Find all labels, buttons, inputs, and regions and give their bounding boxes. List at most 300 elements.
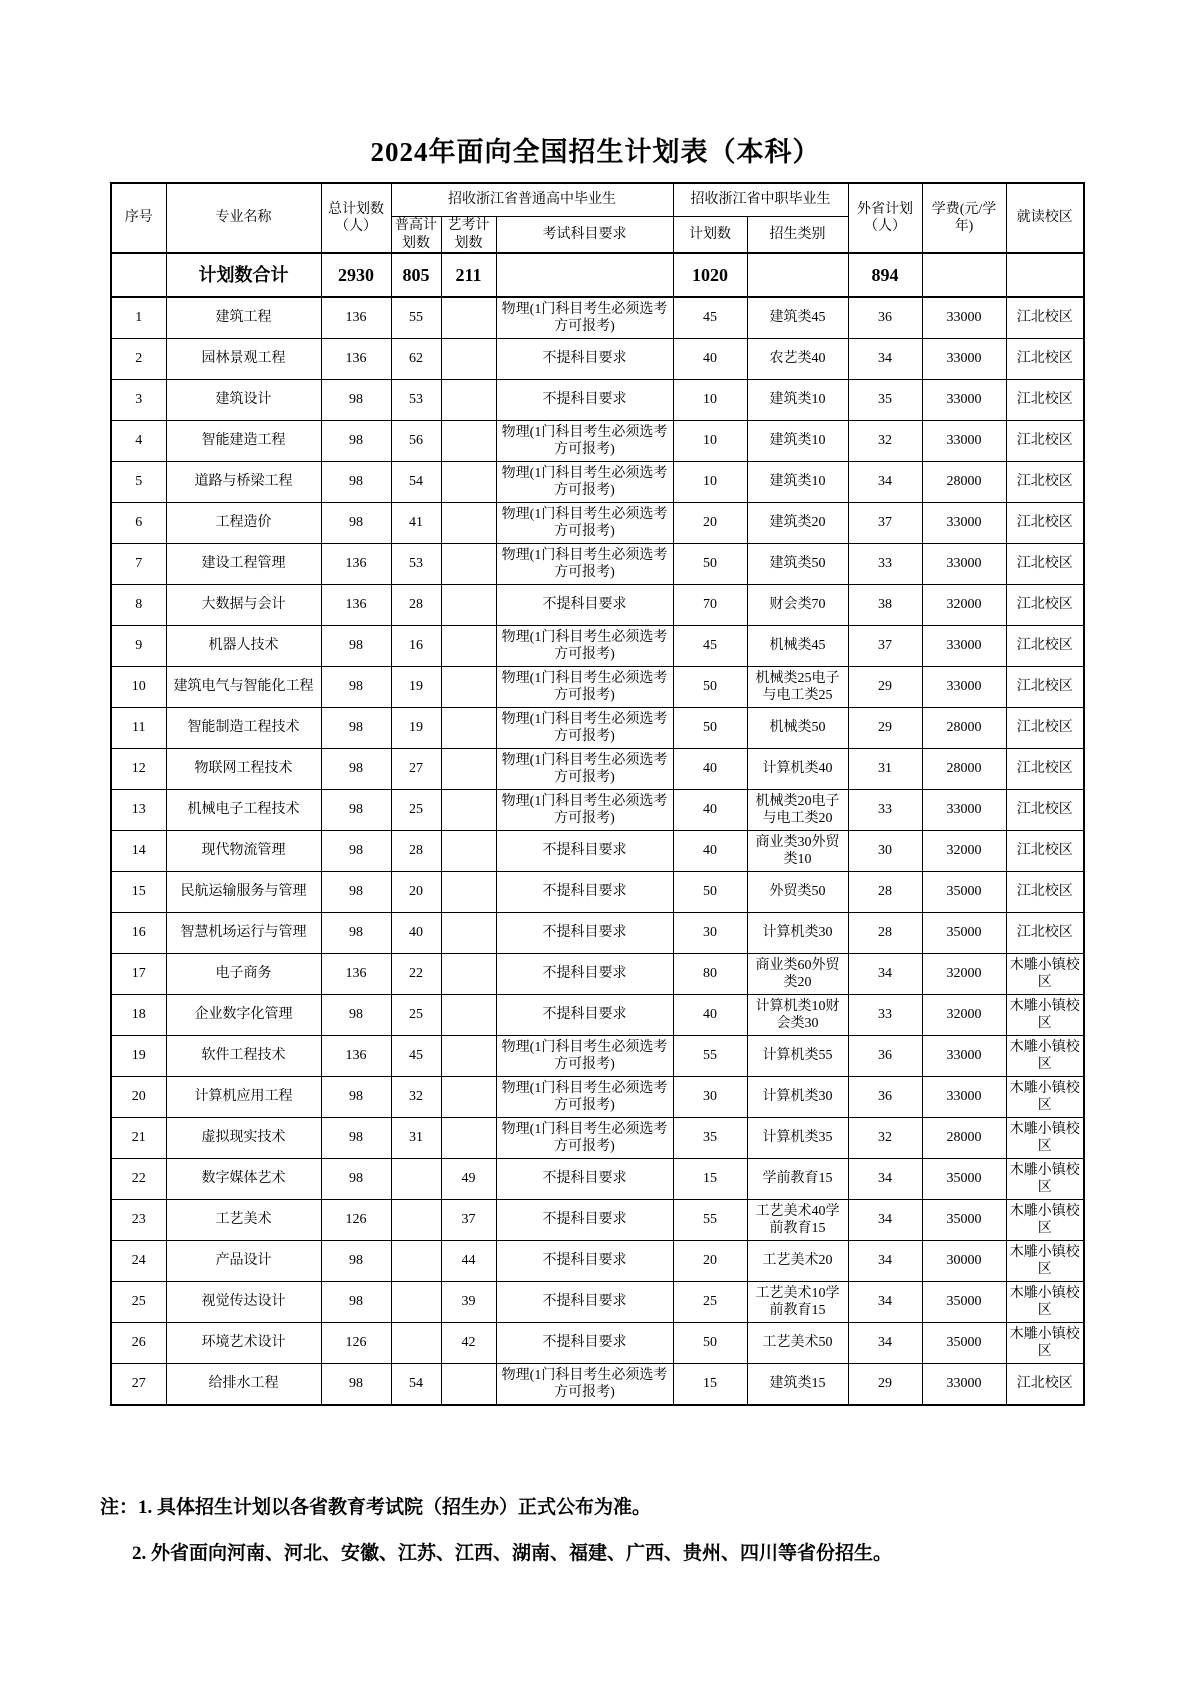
row-no: 23 bbox=[111, 1200, 166, 1241]
row-total-plan: 136 bbox=[321, 339, 391, 380]
row-major-name: 建筑电气与智能化工程 bbox=[166, 667, 321, 708]
row-vocational-category: 机械类50 bbox=[747, 708, 848, 749]
row-vocational-category: 计算机类35 bbox=[747, 1118, 848, 1159]
row-vocational-plan: 40 bbox=[673, 790, 747, 831]
row-yikao-plan: 42 bbox=[441, 1323, 496, 1364]
row-yikao-plan bbox=[441, 1118, 496, 1159]
row-pugao-plan: 22 bbox=[391, 954, 441, 995]
row-campus: 木雕小镇校区 bbox=[1006, 1118, 1084, 1159]
row-yikao-plan bbox=[441, 954, 496, 995]
row-vocational-category: 建筑类45 bbox=[747, 297, 848, 339]
table-body bbox=[111, 253, 1084, 1405]
row-major-name: 产品设计 bbox=[166, 1241, 321, 1282]
row-exam-requirement: 不提科目要求 bbox=[496, 1282, 673, 1323]
page-title: 2024年面向全国招生计划表（本科） bbox=[370, 137, 821, 167]
row-no: 24 bbox=[111, 1241, 166, 1282]
row-exam-requirement: 物理(1门科目考生必须选考方可报考) bbox=[496, 790, 673, 831]
row-vocational-category: 计算机类10财会类30 bbox=[747, 995, 848, 1036]
row-campus: 江北校区 bbox=[1006, 1364, 1084, 1406]
row-vocational-plan: 40 bbox=[673, 749, 747, 790]
row-tuition-fee: 35000 bbox=[922, 1159, 1006, 1200]
row-vocational-plan: 15 bbox=[673, 1364, 747, 1406]
row-out-province-plan: 29 bbox=[848, 708, 922, 749]
table-row bbox=[111, 667, 1084, 708]
row-pugao-plan: 41 bbox=[391, 503, 441, 544]
row-pugao-plan bbox=[391, 1323, 441, 1364]
row-exam-requirement: 不提科目要求 bbox=[496, 954, 673, 995]
row-no: 17 bbox=[111, 954, 166, 995]
row-yikao-plan bbox=[441, 913, 496, 954]
header-group-senior-high: 招收浙江省普通高中毕业生 bbox=[391, 183, 673, 217]
row-total-plan: 136 bbox=[321, 1036, 391, 1077]
row-yikao-plan bbox=[441, 380, 496, 421]
table-row bbox=[111, 626, 1084, 667]
row-tuition-fee: 30000 bbox=[922, 1241, 1006, 1282]
row-yikao-plan bbox=[441, 667, 496, 708]
row-vocational-plan: 35 bbox=[673, 1118, 747, 1159]
row-major-name: 民航运输服务与管理 bbox=[166, 872, 321, 913]
row-pugao-plan bbox=[391, 1159, 441, 1200]
row-vocational-category: 机械类20电子与电工类20 bbox=[747, 790, 848, 831]
row-yikao-plan bbox=[441, 790, 496, 831]
row-yikao-plan bbox=[441, 1364, 496, 1406]
row-yikao-plan bbox=[441, 544, 496, 585]
row-major-name: 机械电子工程技术 bbox=[166, 790, 321, 831]
row-campus: 江北校区 bbox=[1006, 913, 1084, 954]
row-exam-requirement: 物理(1门科目考生必须选考方可报考) bbox=[496, 462, 673, 503]
row-campus: 木雕小镇校区 bbox=[1006, 995, 1084, 1036]
row-pugao-plan: 31 bbox=[391, 1118, 441, 1159]
row-major-name: 给排水工程 bbox=[166, 1364, 321, 1406]
table-header bbox=[111, 183, 1084, 253]
row-total-plan: 136 bbox=[321, 954, 391, 995]
row-campus: 江北校区 bbox=[1006, 544, 1084, 585]
row-tuition-fee: 35000 bbox=[922, 913, 1006, 954]
row-exam-requirement: 不提科目要求 bbox=[496, 1200, 673, 1241]
row-vocational-category: 建筑类10 bbox=[747, 421, 848, 462]
row-vocational-category: 工艺美术40学前教育15 bbox=[747, 1200, 848, 1241]
total-row-campus bbox=[1006, 253, 1084, 297]
row-pugao-plan: 54 bbox=[391, 462, 441, 503]
row-out-province-plan: 34 bbox=[848, 339, 922, 380]
row-vocational-category: 计算机类30 bbox=[747, 1077, 848, 1118]
row-vocational-plan: 50 bbox=[673, 708, 747, 749]
row-pugao-plan: 28 bbox=[391, 831, 441, 872]
row-total-plan: 98 bbox=[321, 872, 391, 913]
row-yikao-plan: 49 bbox=[441, 1159, 496, 1200]
total-row-fee bbox=[922, 253, 1006, 297]
row-out-province-plan: 30 bbox=[848, 831, 922, 872]
row-no: 13 bbox=[111, 790, 166, 831]
row-yikao-plan: 37 bbox=[441, 1200, 496, 1241]
row-pugao-plan: 55 bbox=[391, 297, 441, 339]
row-out-province-plan: 36 bbox=[848, 1077, 922, 1118]
row-total-plan: 98 bbox=[321, 1364, 391, 1406]
row-vocational-plan: 50 bbox=[673, 544, 747, 585]
header-exam-requirement: 考试科目要求 bbox=[496, 217, 673, 254]
enrollment-plan-table bbox=[110, 182, 1085, 1406]
row-yikao-plan bbox=[441, 1077, 496, 1118]
row-vocational-plan: 70 bbox=[673, 585, 747, 626]
row-vocational-plan: 30 bbox=[673, 1077, 747, 1118]
row-no: 12 bbox=[111, 749, 166, 790]
header-group-vocational: 招收浙江省中职毕业生 bbox=[673, 183, 848, 217]
row-pugao-plan: 32 bbox=[391, 1077, 441, 1118]
row-tuition-fee: 28000 bbox=[922, 749, 1006, 790]
row-total-plan: 98 bbox=[321, 462, 391, 503]
row-campus: 江北校区 bbox=[1006, 790, 1084, 831]
row-exam-requirement: 物理(1门科目考生必须选考方可报考) bbox=[496, 503, 673, 544]
row-yikao-plan bbox=[441, 503, 496, 544]
row-campus: 木雕小镇校区 bbox=[1006, 1323, 1084, 1364]
table-row bbox=[111, 421, 1084, 462]
row-major-name: 建筑工程 bbox=[166, 297, 321, 339]
row-pugao-plan: 45 bbox=[391, 1036, 441, 1077]
row-major-name: 电子商务 bbox=[166, 954, 321, 995]
row-vocational-category: 工艺美术10学前教育15 bbox=[747, 1282, 848, 1323]
row-total-plan: 98 bbox=[321, 831, 391, 872]
row-no: 26 bbox=[111, 1323, 166, 1364]
table-row bbox=[111, 913, 1084, 954]
row-pugao-plan: 25 bbox=[391, 995, 441, 1036]
row-exam-requirement: 不提科目要求 bbox=[496, 1241, 673, 1282]
row-total-plan: 98 bbox=[321, 421, 391, 462]
row-major-name: 机器人技术 bbox=[166, 626, 321, 667]
row-major-name: 物联网工程技术 bbox=[166, 749, 321, 790]
header-vocational-category: 招生类别 bbox=[747, 217, 848, 254]
row-vocational-category: 建筑类15 bbox=[747, 1364, 848, 1406]
total-row bbox=[111, 253, 1084, 297]
row-vocational-plan: 30 bbox=[673, 913, 747, 954]
row-vocational-plan: 50 bbox=[673, 872, 747, 913]
row-no: 2 bbox=[111, 339, 166, 380]
row-tuition-fee: 32000 bbox=[922, 831, 1006, 872]
row-campus: 江北校区 bbox=[1006, 872, 1084, 913]
row-campus: 江北校区 bbox=[1006, 503, 1084, 544]
row-exam-requirement: 物理(1门科目考生必须选考方可报考) bbox=[496, 544, 673, 585]
row-pugao-plan bbox=[391, 1241, 441, 1282]
header-campus: 就读校区 bbox=[1006, 183, 1084, 253]
row-exam-requirement: 不提科目要求 bbox=[496, 872, 673, 913]
row-total-plan: 136 bbox=[321, 544, 391, 585]
row-major-name: 智能制造工程技术 bbox=[166, 708, 321, 749]
header-no: 序号 bbox=[111, 183, 166, 253]
row-campus: 木雕小镇校区 bbox=[1006, 1077, 1084, 1118]
row-major-name: 环境艺术设计 bbox=[166, 1323, 321, 1364]
row-major-name: 现代物流管理 bbox=[166, 831, 321, 872]
row-exam-requirement: 物理(1门科目考生必须选考方可报考) bbox=[496, 1364, 673, 1406]
total-row-exam bbox=[496, 253, 673, 297]
row-campus: 江北校区 bbox=[1006, 339, 1084, 380]
row-total-plan: 98 bbox=[321, 1159, 391, 1200]
row-out-province-plan: 33 bbox=[848, 790, 922, 831]
row-out-province-plan: 36 bbox=[848, 1036, 922, 1077]
row-pugao-plan: 40 bbox=[391, 913, 441, 954]
row-out-province-plan: 29 bbox=[848, 1364, 922, 1406]
row-yikao-plan bbox=[441, 297, 496, 339]
row-vocational-category: 机械类45 bbox=[747, 626, 848, 667]
row-vocational-plan: 50 bbox=[673, 667, 747, 708]
row-tuition-fee: 33000 bbox=[922, 667, 1006, 708]
table-row bbox=[111, 462, 1084, 503]
row-out-province-plan: 34 bbox=[848, 1241, 922, 1282]
total-row-outprov: 894 bbox=[848, 253, 922, 297]
row-vocational-category: 计算机类55 bbox=[747, 1036, 848, 1077]
row-vocational-plan: 50 bbox=[673, 1323, 747, 1364]
row-exam-requirement: 物理(1门科目考生必须选考方可报考) bbox=[496, 667, 673, 708]
table-row bbox=[111, 1036, 1084, 1077]
row-total-plan: 98 bbox=[321, 1118, 391, 1159]
row-tuition-fee: 33000 bbox=[922, 1036, 1006, 1077]
row-major-name: 建设工程管理 bbox=[166, 544, 321, 585]
row-pugao-plan: 54 bbox=[391, 1364, 441, 1406]
header-vocational-plan: 计划数 bbox=[673, 217, 747, 254]
row-tuition-fee: 33000 bbox=[922, 790, 1006, 831]
header-total-plan: 总计划数（人） bbox=[321, 183, 391, 253]
row-pugao-plan: 27 bbox=[391, 749, 441, 790]
row-major-name: 企业数字化管理 bbox=[166, 995, 321, 1036]
total-row-zz-cat bbox=[747, 253, 848, 297]
row-yikao-plan bbox=[441, 421, 496, 462]
row-yikao-plan bbox=[441, 749, 496, 790]
table-row bbox=[111, 995, 1084, 1036]
row-vocational-category: 机械类25电子与电工类25 bbox=[747, 667, 848, 708]
row-vocational-plan: 80 bbox=[673, 954, 747, 995]
row-yikao-plan bbox=[441, 1036, 496, 1077]
row-total-plan: 136 bbox=[321, 297, 391, 339]
table-row bbox=[111, 1364, 1084, 1406]
row-exam-requirement: 不提科目要求 bbox=[496, 585, 673, 626]
row-vocational-plan: 20 bbox=[673, 503, 747, 544]
row-pugao-plan: 19 bbox=[391, 667, 441, 708]
row-major-name: 智慧机场运行与管理 bbox=[166, 913, 321, 954]
row-tuition-fee: 35000 bbox=[922, 1323, 1006, 1364]
row-yikao-plan bbox=[441, 585, 496, 626]
row-vocational-plan: 20 bbox=[673, 1241, 747, 1282]
row-total-plan: 98 bbox=[321, 1241, 391, 1282]
table-row bbox=[111, 1159, 1084, 1200]
row-total-plan: 126 bbox=[321, 1323, 391, 1364]
row-out-province-plan: 36 bbox=[848, 297, 922, 339]
table-row bbox=[111, 1118, 1084, 1159]
row-exam-requirement: 不提科目要求 bbox=[496, 339, 673, 380]
row-yikao-plan bbox=[441, 339, 496, 380]
row-pugao-plan: 19 bbox=[391, 708, 441, 749]
row-no: 27 bbox=[111, 1364, 166, 1406]
row-pugao-plan: 28 bbox=[391, 585, 441, 626]
header-tuition-fee: 学费(元/学年) bbox=[922, 183, 1006, 253]
total-row-label: 计划数合计 bbox=[166, 253, 321, 297]
note-item-2: 2. 外省面向河南、河北、安徽、江苏、江西、湖南、福建、广西、贵州、四川等省份招生。 bbox=[132, 1543, 893, 1564]
row-exam-requirement: 不提科目要求 bbox=[496, 831, 673, 872]
header-pugao-plan: 普高计划数 bbox=[391, 217, 441, 254]
row-tuition-fee: 33000 bbox=[922, 626, 1006, 667]
row-exam-requirement: 不提科目要求 bbox=[496, 995, 673, 1036]
row-vocational-category: 建筑类20 bbox=[747, 503, 848, 544]
row-out-province-plan: 35 bbox=[848, 380, 922, 421]
row-tuition-fee: 33000 bbox=[922, 339, 1006, 380]
row-vocational-plan: 40 bbox=[673, 831, 747, 872]
row-major-name: 道路与桥梁工程 bbox=[166, 462, 321, 503]
row-out-province-plan: 28 bbox=[848, 872, 922, 913]
row-out-province-plan: 33 bbox=[848, 995, 922, 1036]
row-no: 19 bbox=[111, 1036, 166, 1077]
header-yikao-plan: 艺考计划数 bbox=[441, 217, 496, 254]
row-major-name: 软件工程技术 bbox=[166, 1036, 321, 1077]
row-tuition-fee: 28000 bbox=[922, 708, 1006, 749]
row-vocational-plan: 25 bbox=[673, 1282, 747, 1323]
row-exam-requirement: 物理(1门科目考生必须选考方可报考) bbox=[496, 421, 673, 462]
row-no: 10 bbox=[111, 667, 166, 708]
row-total-plan: 136 bbox=[321, 585, 391, 626]
note-item-1: 注：1. 具体招生计划以各省教育考试院（招生办）正式公布为准。 bbox=[100, 1497, 652, 1518]
row-campus: 江北校区 bbox=[1006, 667, 1084, 708]
row-out-province-plan: 37 bbox=[848, 626, 922, 667]
row-yikao-plan bbox=[441, 995, 496, 1036]
row-no: 11 bbox=[111, 708, 166, 749]
row-out-province-plan: 33 bbox=[848, 544, 922, 585]
row-vocational-category: 工艺美术20 bbox=[747, 1241, 848, 1282]
row-campus: 江北校区 bbox=[1006, 749, 1084, 790]
row-tuition-fee: 33000 bbox=[922, 297, 1006, 339]
row-tuition-fee: 32000 bbox=[922, 585, 1006, 626]
row-vocational-plan: 10 bbox=[673, 380, 747, 421]
row-vocational-category: 工艺美术50 bbox=[747, 1323, 848, 1364]
row-tuition-fee: 32000 bbox=[922, 995, 1006, 1036]
row-no: 25 bbox=[111, 1282, 166, 1323]
row-no: 14 bbox=[111, 831, 166, 872]
row-total-plan: 98 bbox=[321, 667, 391, 708]
row-pugao-plan: 53 bbox=[391, 544, 441, 585]
row-campus: 江北校区 bbox=[1006, 380, 1084, 421]
row-total-plan: 98 bbox=[321, 1282, 391, 1323]
row-no: 16 bbox=[111, 913, 166, 954]
row-pugao-plan bbox=[391, 1282, 441, 1323]
row-vocational-category: 财会类70 bbox=[747, 585, 848, 626]
row-major-name: 虚拟现实技术 bbox=[166, 1118, 321, 1159]
row-tuition-fee: 33000 bbox=[922, 503, 1006, 544]
row-total-plan: 98 bbox=[321, 1077, 391, 1118]
row-out-province-plan: 34 bbox=[848, 1282, 922, 1323]
header-major: 专业名称 bbox=[166, 183, 321, 253]
row-total-plan: 98 bbox=[321, 995, 391, 1036]
row-out-province-plan: 28 bbox=[848, 913, 922, 954]
row-tuition-fee: 28000 bbox=[922, 1118, 1006, 1159]
row-yikao-plan: 44 bbox=[441, 1241, 496, 1282]
table-row bbox=[111, 954, 1084, 995]
row-tuition-fee: 33000 bbox=[922, 1364, 1006, 1406]
table-row bbox=[111, 1200, 1084, 1241]
row-tuition-fee: 35000 bbox=[922, 872, 1006, 913]
row-pugao-plan: 25 bbox=[391, 790, 441, 831]
table-row bbox=[111, 708, 1084, 749]
row-no: 22 bbox=[111, 1159, 166, 1200]
row-tuition-fee: 33000 bbox=[922, 421, 1006, 462]
row-major-name: 大数据与会计 bbox=[166, 585, 321, 626]
row-total-plan: 98 bbox=[321, 913, 391, 954]
row-tuition-fee: 33000 bbox=[922, 544, 1006, 585]
row-out-province-plan: 34 bbox=[848, 1323, 922, 1364]
row-vocational-category: 计算机类30 bbox=[747, 913, 848, 954]
table-row bbox=[111, 1077, 1084, 1118]
row-vocational-category: 建筑类10 bbox=[747, 380, 848, 421]
row-major-name: 数字媒体艺术 bbox=[166, 1159, 321, 1200]
row-vocational-category: 学前教育15 bbox=[747, 1159, 848, 1200]
row-no: 1 bbox=[111, 297, 166, 339]
row-exam-requirement: 物理(1门科目考生必须选考方可报考) bbox=[496, 1036, 673, 1077]
row-campus: 木雕小镇校区 bbox=[1006, 1282, 1084, 1323]
table-row bbox=[111, 585, 1084, 626]
row-out-province-plan: 37 bbox=[848, 503, 922, 544]
row-exam-requirement: 物理(1门科目考生必须选考方可报考) bbox=[496, 297, 673, 339]
row-vocational-category: 外贸类50 bbox=[747, 872, 848, 913]
table-row bbox=[111, 1241, 1084, 1282]
row-pugao-plan bbox=[391, 1200, 441, 1241]
row-no: 20 bbox=[111, 1077, 166, 1118]
row-total-plan: 98 bbox=[321, 749, 391, 790]
row-no: 21 bbox=[111, 1118, 166, 1159]
row-pugao-plan: 16 bbox=[391, 626, 441, 667]
row-pugao-plan: 56 bbox=[391, 421, 441, 462]
row-vocational-plan: 40 bbox=[673, 339, 747, 380]
row-major-name: 园林景观工程 bbox=[166, 339, 321, 380]
row-exam-requirement: 物理(1门科目考生必须选考方可报考) bbox=[496, 626, 673, 667]
row-pugao-plan: 53 bbox=[391, 380, 441, 421]
table-row bbox=[111, 544, 1084, 585]
total-row-zz-plan: 1020 bbox=[673, 253, 747, 297]
row-campus: 江北校区 bbox=[1006, 831, 1084, 872]
row-out-province-plan: 34 bbox=[848, 954, 922, 995]
row-campus: 江北校区 bbox=[1006, 626, 1084, 667]
row-no: 18 bbox=[111, 995, 166, 1036]
table-row bbox=[111, 503, 1084, 544]
row-vocational-category: 建筑类10 bbox=[747, 462, 848, 503]
row-no: 8 bbox=[111, 585, 166, 626]
row-out-province-plan: 34 bbox=[848, 462, 922, 503]
row-campus: 木雕小镇校区 bbox=[1006, 1036, 1084, 1077]
row-yikao-plan: 39 bbox=[441, 1282, 496, 1323]
row-vocational-category: 计算机类40 bbox=[747, 749, 848, 790]
row-vocational-plan: 10 bbox=[673, 421, 747, 462]
row-tuition-fee: 35000 bbox=[922, 1200, 1006, 1241]
row-out-province-plan: 34 bbox=[848, 1159, 922, 1200]
row-yikao-plan bbox=[441, 872, 496, 913]
row-major-name: 视觉传达设计 bbox=[166, 1282, 321, 1323]
row-out-province-plan: 29 bbox=[848, 667, 922, 708]
row-vocational-plan: 55 bbox=[673, 1036, 747, 1077]
row-campus: 木雕小镇校区 bbox=[1006, 1159, 1084, 1200]
row-tuition-fee: 32000 bbox=[922, 954, 1006, 995]
row-yikao-plan bbox=[441, 462, 496, 503]
table-row bbox=[111, 339, 1084, 380]
row-vocational-plan: 10 bbox=[673, 462, 747, 503]
row-campus: 江北校区 bbox=[1006, 462, 1084, 503]
table-row bbox=[111, 1282, 1084, 1323]
row-exam-requirement: 物理(1门科目考生必须选考方可报考) bbox=[496, 1077, 673, 1118]
row-campus: 江北校区 bbox=[1006, 708, 1084, 749]
row-vocational-category: 商业类30外贸类10 bbox=[747, 831, 848, 872]
row-total-plan: 126 bbox=[321, 1200, 391, 1241]
row-major-name: 工艺美术 bbox=[166, 1200, 321, 1241]
row-campus: 江北校区 bbox=[1006, 297, 1084, 339]
row-out-province-plan: 38 bbox=[848, 585, 922, 626]
row-vocational-category: 建筑类50 bbox=[747, 544, 848, 585]
row-out-province-plan: 31 bbox=[848, 749, 922, 790]
row-vocational-category: 商业类60外贸类20 bbox=[747, 954, 848, 995]
row-yikao-plan bbox=[441, 831, 496, 872]
row-pugao-plan: 62 bbox=[391, 339, 441, 380]
row-no: 15 bbox=[111, 872, 166, 913]
